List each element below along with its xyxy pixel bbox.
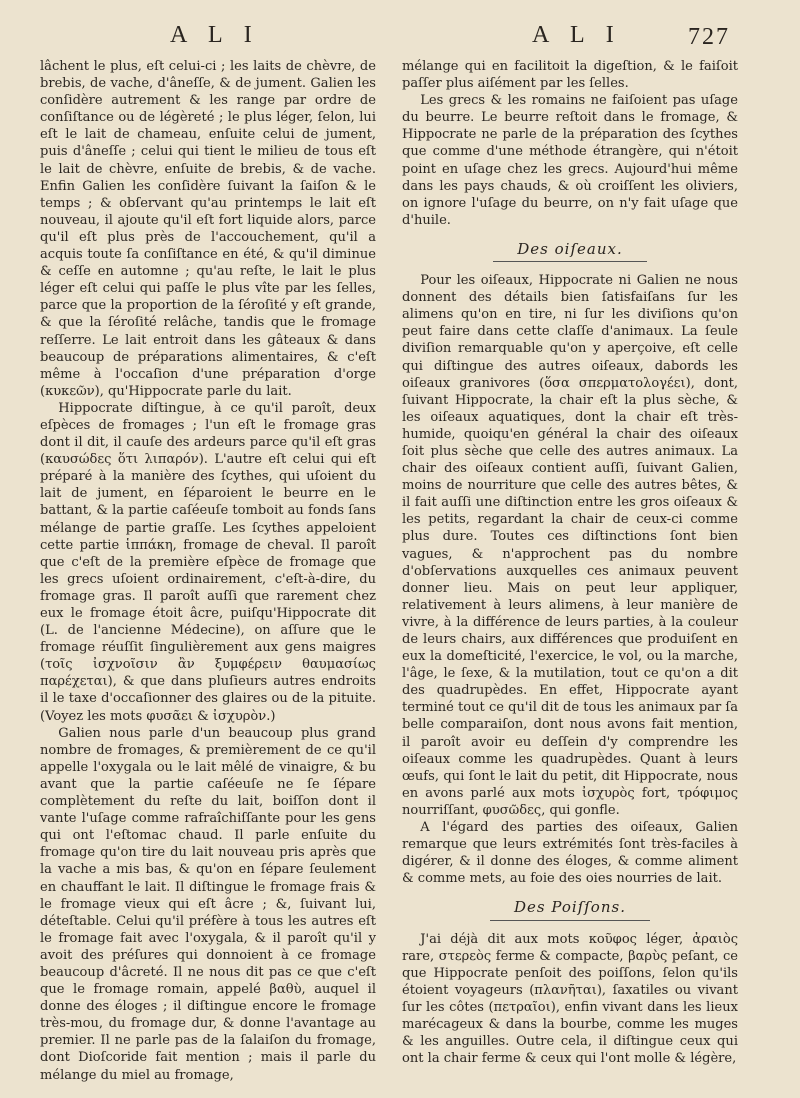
paragraph-cheese-galien: Galien nous parle d'un beaucoup plus grand nombre de fromages, & premièrement de ce qu'il appelle l'oxygala ou le lait mêlé de vinaigre, & bu avant que la partie caſéeuſe ne ſe ſépare complètement du reſte du lait, boiſſon dont il vante l'uſage comme rafraîchiſſante pour les gens qui ont l'eſtomac chaud. Il parle enſuite du fromage qu'on tire du lait nouveau pris après que la vache a mis bas, & qu'on en ſépare ſeulement en chauffant le lait. Il diſtingue le fromage frais & le fromage vieux qui eſt âcre ; &, ſuivant lui, déteſtable. Celui qu'il préfère à tous les autres eſt le fromage fait avec l'oxygala, & il paroît qu'il y avoit des préſures qui donnoient à ce fromage beaucoup d'âcreté. Il ne nous dit pas ce que c'eſt que le fromage romain, appelé βαθὺ, auquel il donne des éloges ; il diſtingue encore le fromage très-mou, du fromage dur, & donne l'avantage au premier. Il ne parle pas de la ſalaiſon du fromage, dont Dioſcoride fait mention ; mais il parle du mélange du miel au fromage, <box>40 725 376 1083</box>
page-number: 727 <box>688 24 730 50</box>
section-title-fish: Des Poiſſons. <box>402 899 738 920</box>
right-column <box>402 58 738 1067</box>
running-header <box>0 22 800 58</box>
paragraph-fish: J'ai déjà dit aux mots κοῦφος léger, ἀραιὸς rare, στερεὸς ferme & compacte, βαρὺς peſant, ce que Hippocrate penſoit des poiſſons, ſelon qu'ils étoient voyageurs (πλανῆται), ſaxatiles ou vivant ſur les côtes (πετραῖοι), enfin vivant dans les lieux marécageux & dans la bourbe, comme les muges & les anguilles. Outre cela, il diſtingue ceux qui ont la chair ferme & ceux qui l'ont molle & légère, <box>402 931 738 1067</box>
paragraph-cheese-hippocrates: Hippocrate diſtingue, à ce qu'il paroît, deux eſpèces de fromages ; l'un eſt le fromage gras dont il dit, il cauſe des ardeurs parce qu'il eſt gras (καυσώδες ὅτι λιπαρόν). L'autre eſt celui qui eſt préparé à la manière des ſcythes, qui uſoient du lait de jument, en ſéparoient le beurre en le battant, & la partie caſéeuſe tomboit au fonds ſans mélange de partie graſſe. Les ſcythes appeloient cette partie ἱππάκη, fromage de cheval. Il paroît que c'eſt de la première eſpèce de fromage que les grecs uſoient ordinairement, c'eſt-à-dire, du fromage gras. Il paroît auſſi que rarement chez eux le fromage étoit âcre, puiſqu'Hippocrate dit (L. de l'ancienne Médecine), on aſſure que le fromage réuſſit ſingulièrement aux gens maigres (τοῖς ἰσχνοῖσιν ἂν ξυμφέρειν θαυμασίως παρέχεται), & que dans pluſieurs autres endroits il le taxe d'occaſionner des glaires ou de la pituite. (Voyez les mots φυσᾶει & ἰσχυρὸν.) <box>40 400 376 724</box>
section-title-birds: Des oiſeaux. <box>402 241 738 262</box>
paragraph-birds: Pour les oiſeaux, Hippocrate ni Galien ne nous donnent des détails bien ſatisfaiſans ſur les alimens qu'on en tire, ni ſur les diviſions qu'on peut faire dans cette claſſe d'animaux. La ſeule diviſion remarquable qu'on y aperçoive, eſt celle qui diſtingue des autres oiſeaux, dabords les oiſeaux granivores (ὅσα σπερματολογέει), dont, ſuivant Hippocrate, la chair eſt la plus sèche, & les oiſeaux aquatiques, dont la chair eſt très-humide, quoiqu'en général la chair des oiſeaux ſoit plus sèche que celle des autres animaux. La chair des oiſeaux contient auſſi, ſuivant Galien, moins de nourriture que celle des autres bêtes, & il fait auſſi une diſtinction entre les gros oiſeaux & les petits, regardant la chair de ceux-ci comme plus dure. Toutes ces diſtinctions ſont bien vagues, & n'approchent pas du nombre d'obſervations auxquelles ces animaux peuvent donner lieu. Mais on peut leur appliquer, relativement à leurs alimens, à leur manière de vivre, à la différence de leurs parties, à la couleur de leurs chairs, aux différences que produiſent en eux la domeſticité, l'exercice, le vol, ou la marche, l'âge, le ſexe, & la mutilation, tout ce qu'on a dit des quadrupèdes. En effet, Hippocrate ayant terminé tout ce qu'il dit de tous les animaux par ſa belle comparaiſon, dont nous avons fait mention, il paroît avoir eu deſſein d'y comprendre les oiſeaux comme les quadrupèdes. Quant à leurs œufs, qui ſont le lait du petit, dit Hippocrate, nous en avons parlé aux mots ἰσχυρὸς fort, τρόφιμος nourriſſant, φυσῶδες, qui gonfle. <box>402 273 738 818</box>
left-column <box>40 58 376 1084</box>
header-left-title: A L I <box>170 22 260 48</box>
paragraph-bird-parts: A l'égard des parties des oiſeaux, Galien remarque que leurs extrémités ſont très-faciles à digérer, & il donne des éloges, & comme aliment & comme mets, au foie des oies nourries de lait. <box>402 820 738 887</box>
paragraph-milk-continuation: lâchent le plus, eſt celui-ci ; les laits de chèvre, de brebis, de vache, d'âneſſe, & de jument. Galien les conſidère autrement & les range par ordre de conſiſtance ou de légèreté ; le plus léger, ſelon, lui eſt le lait de chameau, enſuite celui de jument, puis d'âneſſe ; celui qui tient le milieu de tous eſt le lait de chèvre, enſuite de brebis, & de vache. Enfin Galien les conſidère ſuivant la ſaiſon & le temps ; & obſervant qu'au printemps le lait eſt nouveau, il ajoute qu'il eſt fort liquide alors, parce qu'il eſt plus près de l'accouchement, qu'il a acquis toute ſa conſiſtance en été, & qu'il diminue & ceſſe en automne ; qu'au reſte, le lait le plus léger eſt celui qui paſſe le plus vîte par les ſelles, parce que la proportion de la ſéroſité y eſt grande, & que la ſéroſité relâche, tandis que le fromage reſſerre. Le lait entroit dans les gâteaux & dans beaucoup de préparations alimentaires, & c'eſt même à l'occaſion d'une préparation d'orge (κυκεῶν), qu'Hippocrate parle du lait. <box>40 59 376 399</box>
header-right-title: A L I <box>532 22 622 48</box>
paragraph-butter: Les grecs & les romains ne faiſoient pas uſage du beurre. Le beurre reſtoit dans le fromage, & Hippocrate ne parle de la préparation des ſcythes que comme d'une méthode étrangère, qui n'étoit point en uſage chez les grecs. Aujourd'hui même dans les pays chauds, & où croiſſent les oliviers, on ignore l'uſage du beurre, on n'y fait uſage que d'huile. <box>402 93 738 228</box>
paragraph-honey-continuation: mélange qui en facilitoit la digeſtion, & le faiſoit paſſer plus aiſément par les ſelles. <box>402 59 738 92</box>
